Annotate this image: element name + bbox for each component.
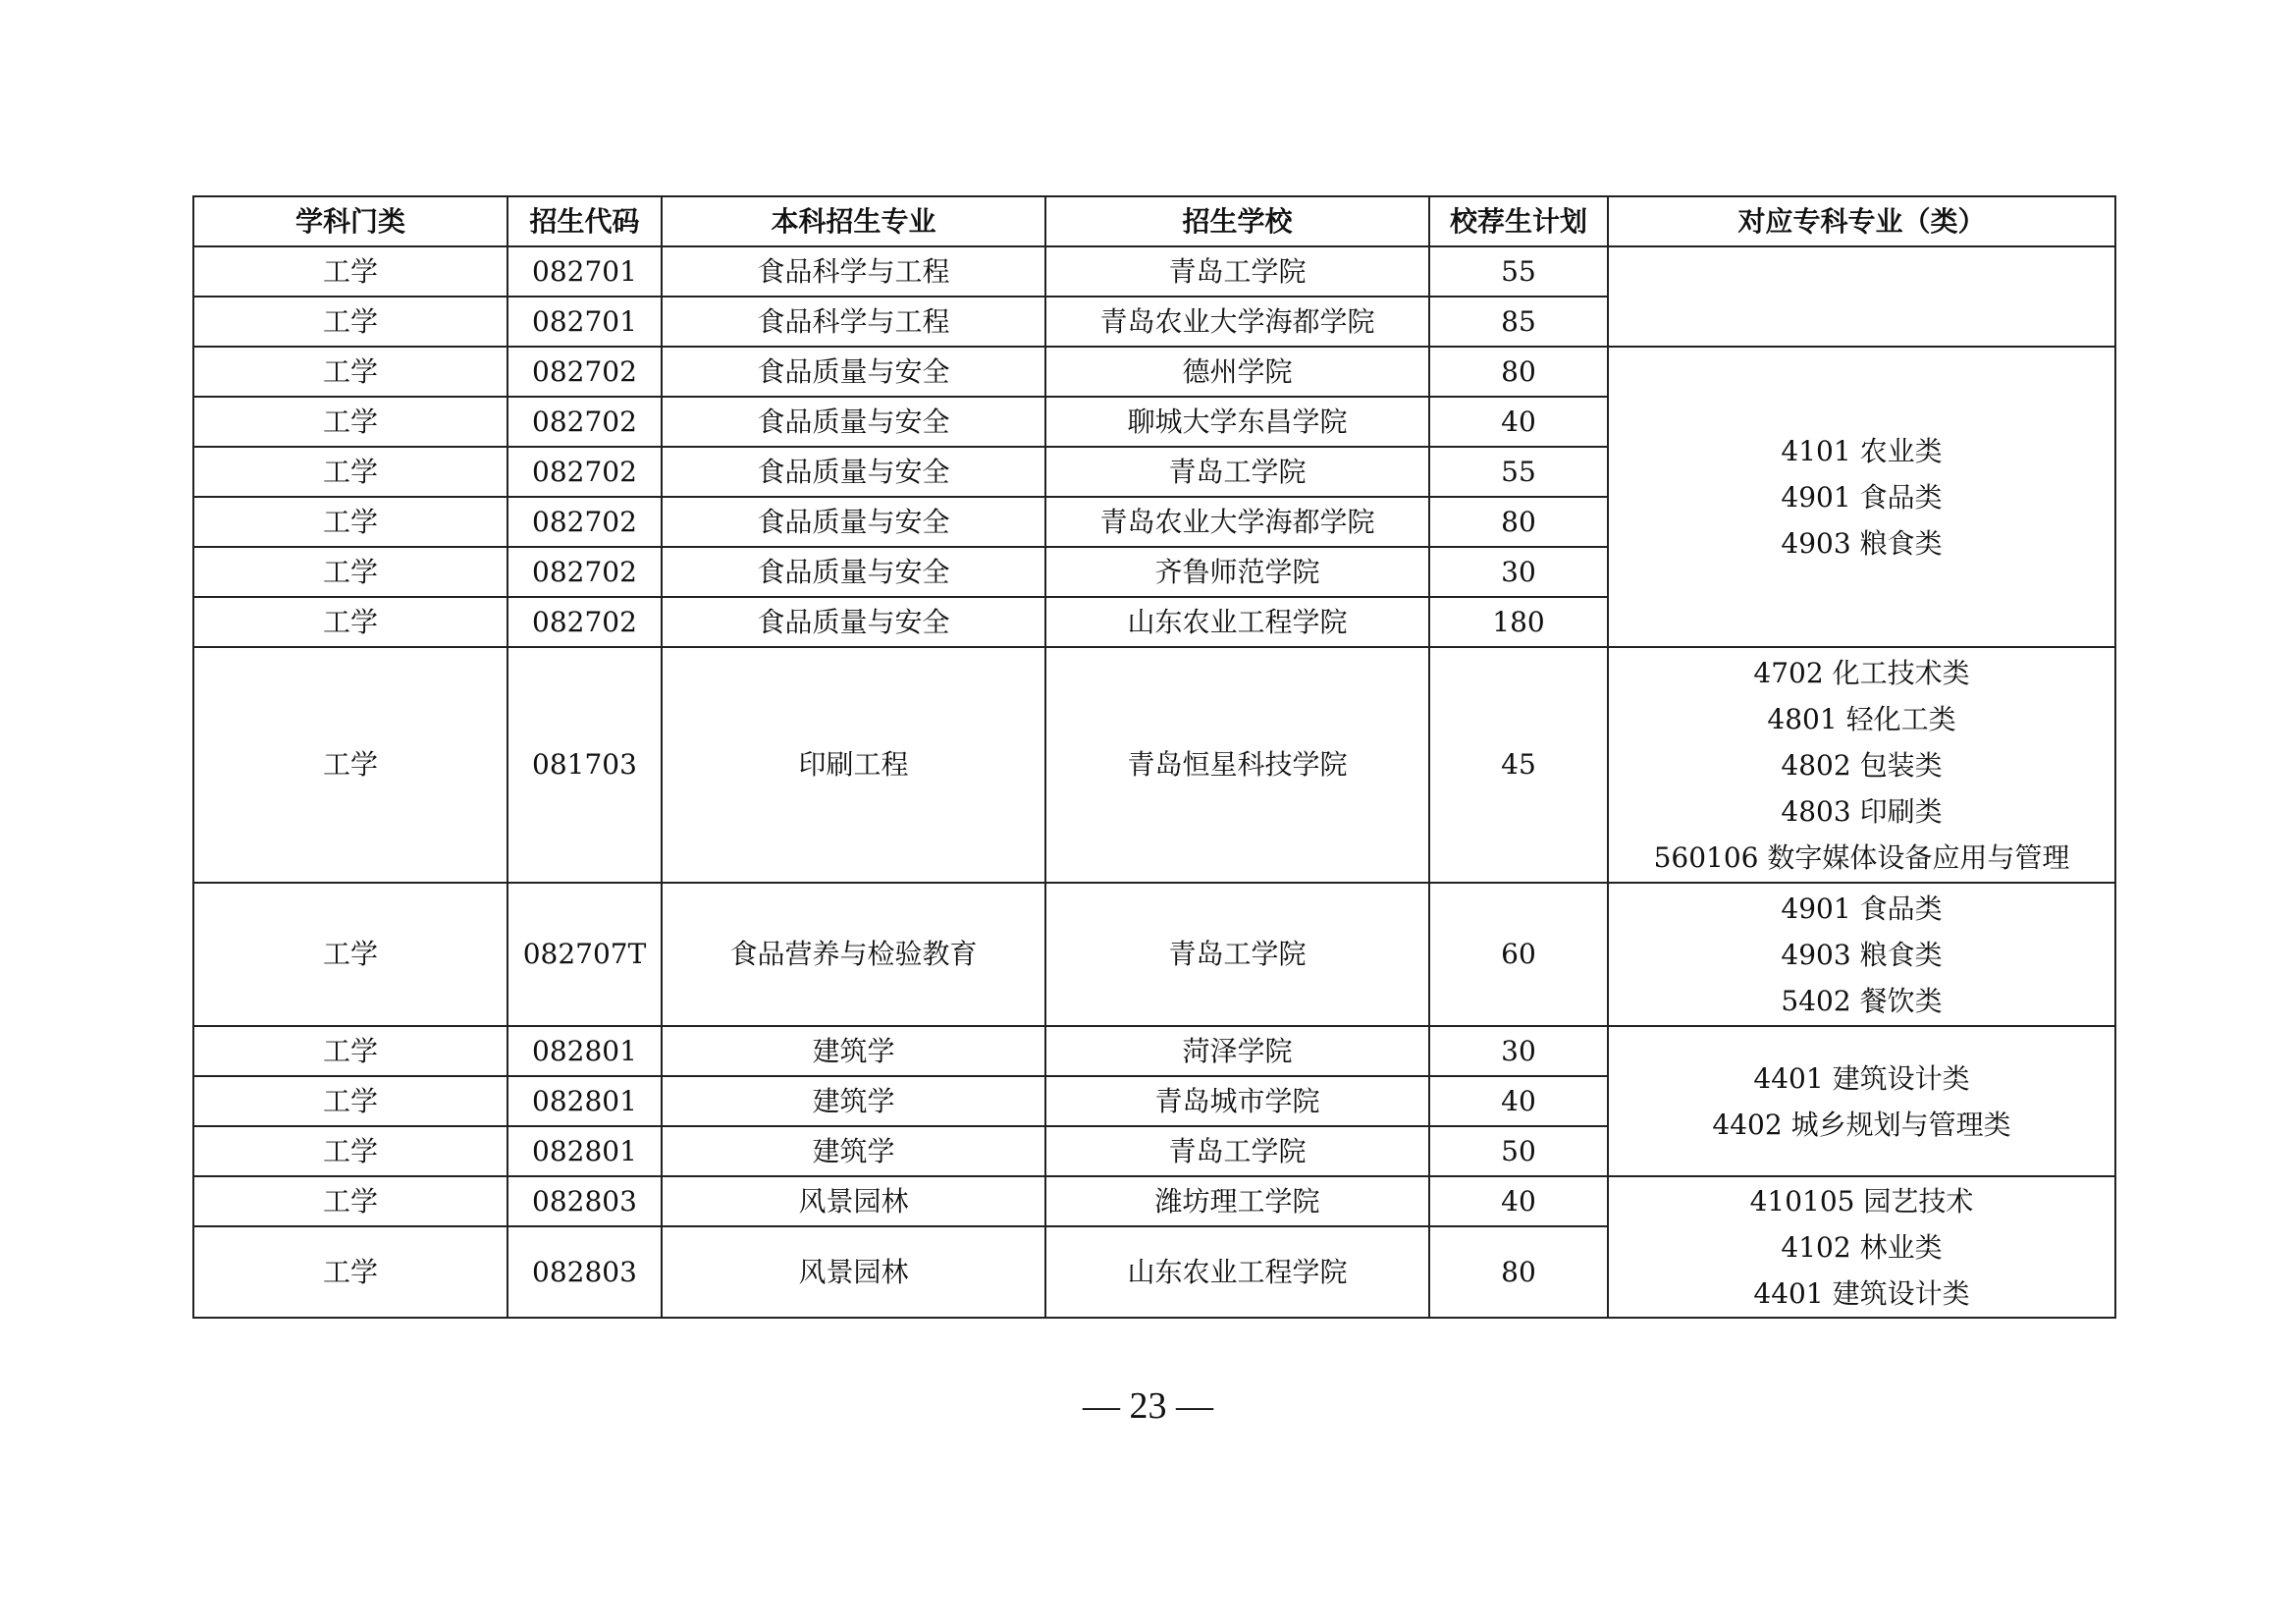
- cell-discipline: 工学: [193, 347, 507, 397]
- cell-discipline: 工学: [193, 1176, 507, 1226]
- cell-plan: 30: [1429, 1026, 1608, 1076]
- cell-discipline: 工学: [193, 397, 507, 447]
- cell-school: 青岛城市学院: [1045, 1076, 1429, 1126]
- page-number: — 23 —: [1083, 1385, 1213, 1427]
- cell-plan: 55: [1429, 246, 1608, 297]
- cell-major: 建筑学: [662, 1076, 1045, 1126]
- cell-school: 青岛工学院: [1045, 883, 1429, 1026]
- vocational-major-item: 4803 印刷类: [1781, 794, 1943, 828]
- vocational-major-item: 4402 城乡规划与管理类: [1712, 1108, 2011, 1141]
- cell-code: 081703: [507, 647, 662, 883]
- cell-vocational-majors: [1608, 246, 2115, 347]
- header-vocational-majors: 对应专科专业（类）: [1608, 196, 2115, 246]
- cell-plan: 55: [1429, 447, 1608, 497]
- cell-code: 082702: [507, 347, 662, 397]
- cell-vocational-majors: [1608, 1176, 2115, 1318]
- cell-major: 食品营养与检验教育: [662, 883, 1045, 1026]
- cell-code: 082803: [507, 1176, 662, 1226]
- cell-school: 青岛工学院: [1045, 447, 1429, 497]
- cell-discipline: 工学: [193, 447, 507, 497]
- cell-school: 聊城大学东昌学院: [1045, 397, 1429, 447]
- cell-major: 食品质量与安全: [662, 597, 1045, 647]
- cell-discipline: 工学: [193, 647, 507, 883]
- vocational-major-item: 560106 数字媒体设备应用与管理: [1653, 840, 2070, 874]
- vocational-major-item: 4702 化工技术类: [1753, 656, 1970, 689]
- cell-school: 青岛工学院: [1045, 1126, 1429, 1176]
- cell-discipline: 工学: [193, 246, 507, 297]
- cell-plan: 30: [1429, 547, 1608, 597]
- header-school: 招生学校: [1045, 196, 1429, 246]
- cell-school: 菏泽学院: [1045, 1026, 1429, 1076]
- cell-discipline: 工学: [193, 597, 507, 647]
- cell-major: 风景园林: [662, 1226, 1045, 1318]
- vocational-major-item: 410105 园艺技术: [1749, 1184, 1974, 1218]
- vocational-major-item: 4401 建筑设计类: [1753, 1276, 1970, 1310]
- cell-discipline: 工学: [193, 1076, 507, 1126]
- vocational-major-item: 4801 轻化工类: [1767, 702, 1956, 735]
- vocational-major-item: 4903 粮食类: [1781, 938, 1943, 971]
- cell-vocational-majors: [1608, 883, 2115, 1026]
- header-discipline: 学科门类: [193, 196, 507, 246]
- vocational-major-item: 4802 包装类: [1781, 748, 1943, 782]
- cell-school: 青岛农业大学海都学院: [1045, 297, 1429, 347]
- cell-discipline: 工学: [193, 1226, 507, 1318]
- cell-plan: 50: [1429, 1126, 1608, 1176]
- cell-code: 082701: [507, 297, 662, 347]
- vocational-major-item: 4901 食品类: [1781, 892, 1943, 925]
- vocational-major-item: 4101 农业类: [1781, 434, 1943, 467]
- cell-major: 建筑学: [662, 1026, 1045, 1076]
- vocational-major-item: 4102 林业类: [1781, 1230, 1943, 1264]
- cell-major: 印刷工程: [662, 647, 1045, 883]
- table-row: [193, 246, 2115, 297]
- cell-major: 食品质量与安全: [662, 347, 1045, 397]
- header-plan: 校荐生计划: [1429, 196, 1608, 246]
- cell-plan: 85: [1429, 297, 1608, 347]
- cell-school: 德州学院: [1045, 347, 1429, 397]
- vocational-major-item: 5402 餐饮类: [1781, 984, 1943, 1017]
- cell-school: 山东农业工程学院: [1045, 597, 1429, 647]
- cell-major: 风景园林: [662, 1176, 1045, 1226]
- cell-plan: 40: [1429, 1076, 1608, 1126]
- cell-plan: 45: [1429, 647, 1608, 883]
- cell-plan: 40: [1429, 397, 1608, 447]
- table-row: [193, 347, 2115, 397]
- cell-major: 食品质量与安全: [662, 447, 1045, 497]
- cell-code: 082702: [507, 597, 662, 647]
- cell-plan: 80: [1429, 347, 1608, 397]
- cell-discipline: 工学: [193, 497, 507, 547]
- cell-code: 082702: [507, 447, 662, 497]
- cell-vocational-majors: [1608, 647, 2115, 883]
- cell-code: 082702: [507, 547, 662, 597]
- cell-vocational-majors: [1608, 347, 2115, 647]
- cell-school: 山东农业工程学院: [1045, 1226, 1429, 1318]
- cell-school: 青岛农业大学海都学院: [1045, 497, 1429, 547]
- header-code: 招生代码: [507, 196, 662, 246]
- cell-code: 082701: [507, 246, 662, 297]
- cell-major: 食品科学与工程: [662, 297, 1045, 347]
- table-row: [193, 1176, 2115, 1226]
- vocational-major-item: 4903 粮食类: [1781, 526, 1943, 560]
- cell-code: 082707T: [507, 883, 662, 1026]
- cell-major: 食品科学与工程: [662, 246, 1045, 297]
- cell-code: 082801: [507, 1126, 662, 1176]
- cell-plan: 60: [1429, 883, 1608, 1026]
- cell-major: 食品质量与安全: [662, 497, 1045, 547]
- cell-code: 082801: [507, 1026, 662, 1076]
- vocational-major-item: 4901 食品类: [1781, 480, 1943, 514]
- cell-discipline: 工学: [193, 1126, 507, 1176]
- cell-major: 建筑学: [662, 1126, 1045, 1176]
- cell-discipline: 工学: [193, 1026, 507, 1076]
- table-row: [193, 1026, 2115, 1076]
- cell-school: 齐鲁师范学院: [1045, 547, 1429, 597]
- cell-school: 青岛恒星科技学院: [1045, 647, 1429, 883]
- cell-discipline: 工学: [193, 297, 507, 347]
- cell-plan: 180: [1429, 597, 1608, 647]
- header-row: [193, 196, 2115, 246]
- cell-code: 082801: [507, 1076, 662, 1126]
- table-row: [193, 647, 2115, 883]
- cell-code: 082702: [507, 497, 662, 547]
- cell-major: 食品质量与安全: [662, 547, 1045, 597]
- table-row: [193, 883, 2115, 1026]
- cell-code: 082702: [507, 397, 662, 447]
- cell-discipline: 工学: [193, 547, 507, 597]
- cell-code: 082803: [507, 1226, 662, 1318]
- cell-school: 青岛工学院: [1045, 246, 1429, 297]
- cell-plan: 40: [1429, 1176, 1608, 1226]
- cell-major: 食品质量与安全: [662, 397, 1045, 447]
- cell-school: 潍坊理工学院: [1045, 1176, 1429, 1226]
- enrollment-plan-table: [192, 195, 2116, 1319]
- header-major: 本科招生专业: [662, 196, 1045, 246]
- cell-vocational-majors: [1608, 1026, 2115, 1176]
- vocational-major-item: 4401 建筑设计类: [1753, 1061, 1970, 1095]
- cell-plan: 80: [1429, 497, 1608, 547]
- cell-discipline: 工学: [193, 883, 507, 1026]
- cell-plan: 80: [1429, 1226, 1608, 1318]
